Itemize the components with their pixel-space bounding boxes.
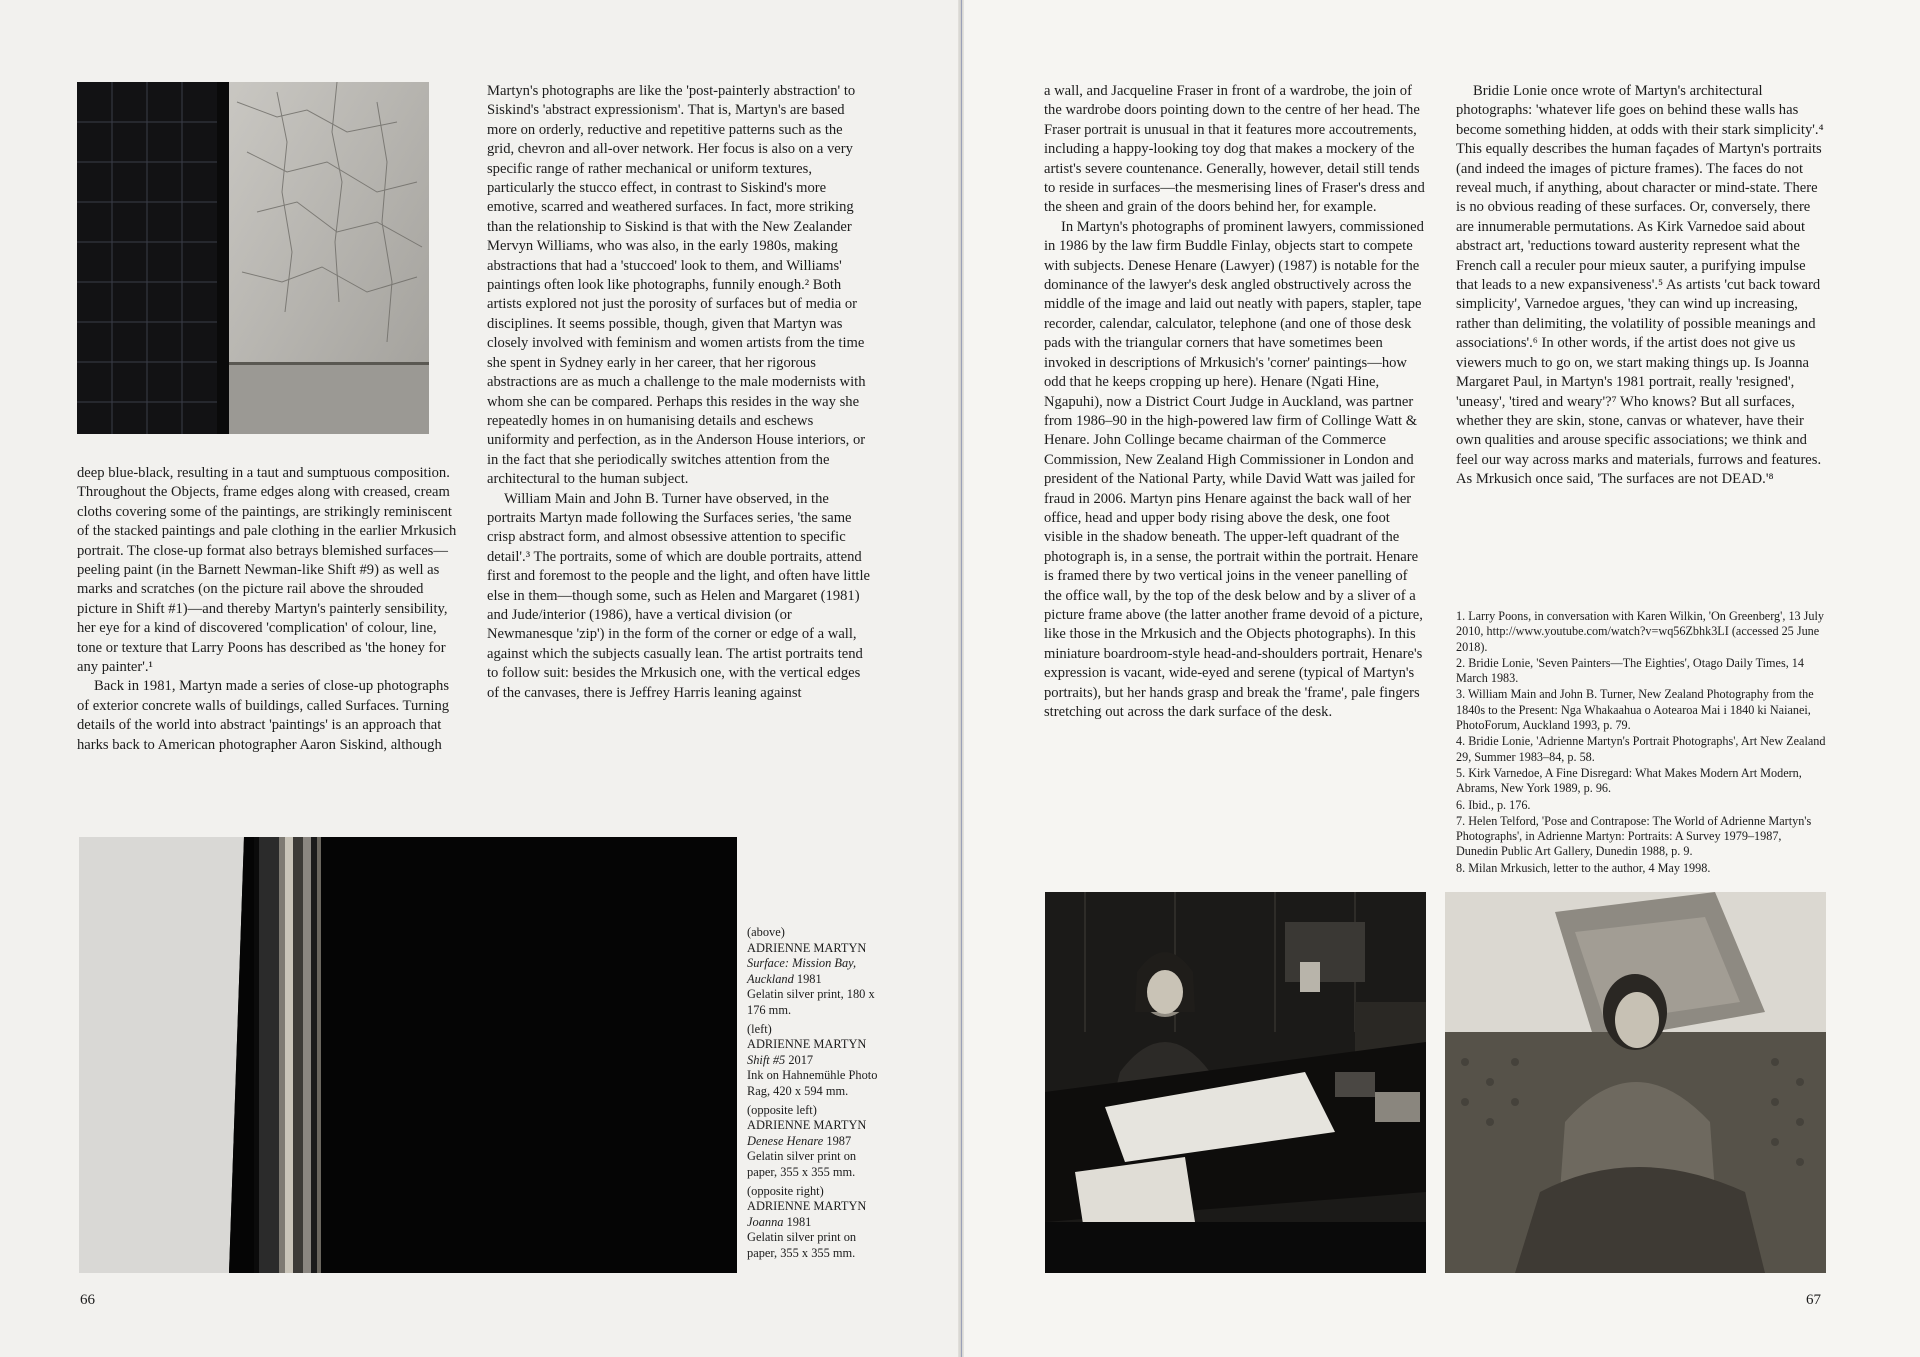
henare-photo-image <box>1045 892 1426 1273</box>
caption-opposite-left-artist: ADRIENNE MARTYN <box>747 1118 867 1133</box>
left-col2-p2: William Main and John B. Turner have observed, in the portraits Martyn made following the Surfaces series, 'the same crisp abstract form, and almost obsessive attention to specific detail'.³ The portraits, some of which are double portraits, attend first and foremost to the people and the light, and often have little else in them—though some, such as Helen and Margaret (1981) and Jude/interior (1986), have a vertical division (or Newmanesque 'zip') in the form of the corner or edge of a wall, against which the subjects casually lean. The artist portraits tend to follow suit: besides the Mrkusich one, with the vertical edges of the canvases, there is Jeffrey Harris leaning against <box>487 490 870 701</box>
right-col2-p1: Bridie Lonie once wrote of Martyn's architectural photographs: 'whatever life goes on behind these walls has become something hidden, at odds with their stark simplicity'.⁴ This equally describes the human façades of Martyn's portraits (and indeed the images of picture frames). The faces do not reveal much, if anything, about character or mind-state. There is no obvious reading of these surfaces. Or, conversely, there are innumerable permutations. As Kirk Varnedoe said about abstract art, 'reductions toward austerity represent what the French call a reculer pour mieux sauter, a purifying impulse that leads to a new expansiveness'.⁵ As artists 'cut back toward simplicity', Varnedoe argues, 'they can wind up increasing, rather than delimiting, the volatility of possible meanings and associations'.⁶ In other words, if the artist does not give us viewers much to go on, we start making things up. Is Joanna Margaret Paul, in Martyn's 1981 portrait, really 'resigned', 'uneasy', 'tired and weary'?⁷ Who knows? But all surfaces, whether they are skin, stone, canvas or whatever, have their own qualities and arouse specific associations; we think and feel our way across marks and materials, furrows and features. As Mrkusich once said, 'The surfaces are not DEAD.'⁸ <box>1456 83 1824 488</box>
gutter-line <box>961 0 962 1357</box>
caption-above-title: Surface: Mission Bay, Auckland <box>747 956 857 986</box>
caption-opposite-left <box>747 1103 887 1181</box>
joanna-photo <box>1445 892 1826 1273</box>
right-page <box>960 0 1920 1357</box>
caption-left-pos: (left) <box>747 1021 772 1036</box>
footnote-8: 8. Milan Mrkusich, letter to the author, 4 May 1998. <box>1456 860 1711 875</box>
caption-opposite-left-medium: Gelatin silver print on paper, 355 x 355 mm. <box>747 1149 857 1179</box>
left-col1-p1: deep blue-black, resulting in a taut and sumptuous composition. Throughout the Objects, frame edges along with creased, cream cloths covering some of the paintings, are strikingly reminiscent of the stacked paintings and pale clothing in the earlier Mrkusich portrait. The close-up format also betrays blemished surfaces—peeling paint (in the Barnett Newman-like Shift #9) as well as marks and scratches (on the picture rail above the shrouded picture in Shift #1)—and thereby Martyn's painterly sensibility, her eye for a kind of discovered 'complication' of colour, line, tone or texture that Larry Poons has described as 'the honey for any painter'.¹ <box>77 465 457 676</box>
caption-above <box>747 925 887 1019</box>
caption-left-year: 2017 <box>788 1052 814 1067</box>
caption-left-artist: ADRIENNE MARTYN <box>747 1037 867 1052</box>
right-col1-p2: In Martyn's photographs of prominent lawyers, commissioned in 1986 by the law firm Buddle Finlay, objects start to compete with subjects. Denese Henare (Lawyer) (1987) is notable for the dominance of the lawyer's desk angled obstructively across the middle of the image and laid out neatly with papers, stapler, tape recorder, calendar, calculator, telephone (and one of those desk pads with the triangular corners that have sometimes been invoked in descriptions of Mrkusich's 'corner' paintings—how odd that he keeps cropping up here). Henare (Ngati Hine, Ngapuhi), now a District Court Judge in Auckland, was partner from 1986–90 in the high-powered law firm of Collinge Watt & Henare. John Collinge became chairman of the Commerce Commission, New Zealand High Commissioner in London and president of the National Party, while David Watt was jailed for fraud in 2006. Martyn pins Henare against the back wall of her office, head and upper body rising above the desk, one foot visible in the shadow beneath. The upper-left quadrant of the photograph is, in a sense, the portrait within the portrait. Henare is framed there by two vertical joins in the veneer panelling of the office wall, by the top of the desk below and by a sliver of a picture frame above (the latter another frame devoid of a picture, like those in the Mrkusich and the Objects photographs). In this miniature boardroom-style head-and-shoulders portrait, Henare's expression is vacant, wide-eyed and serene (typical of Martyn's portraits), but her hands grasp and break the 'frame', pale fingers stretching out across the dark surface of the desk. <box>1044 218 1424 720</box>
caption-above-medium: Gelatin silver print, 180 x 176 mm. <box>747 987 875 1017</box>
surface-photo-image <box>77 82 429 434</box>
caption-left-medium: Ink on Hahnemühle Photo Rag, 420 x 594 mm. <box>747 1068 878 1098</box>
surface-mission-bay-photo <box>77 82 429 434</box>
right-col2-text <box>1456 82 1826 490</box>
caption-opposite-left-year: 1987 <box>826 1133 852 1148</box>
footnote-7: 7. Helen Telford, 'Pose and Contrapose: The World of Adrienne Martyn's Photographs', in Adrienne Martyn: Portraits: A Survey 1979–1987, Dunedin Public Art Gallery, Dunedin 1988, p. 9. <box>1456 813 1812 859</box>
caption-opposite-right <box>747 1184 887 1262</box>
page-number-right: 67 <box>1806 1292 1821 1308</box>
caption-opposite-right-year: 1981 <box>786 1214 812 1229</box>
right-col1-p1: a wall, and Jacqueline Fraser in front of a wardrobe, the join of the wardrobe doors pointing down to the centre of her head. The Fraser portrait is unusual in that it features more accoutrements, including a happy-looking toy dog that makes a mockery of the artist's severe countenance. Generally, however, detail still tends to reside in surfaces—the mesmerising lines of Fraser's dress and the sheen and grain of the doors behind her, for example. <box>1044 83 1425 216</box>
footnote-4: 4. Bridie Lonie, 'Adrienne Martyn's Portrait Photographs', Art New Zealand 29, Summer 1983–84, p. 58. <box>1456 734 1826 764</box>
shift-photo-image <box>79 837 737 1273</box>
footnote-2: 2. Bridie Lonie, 'Seven Painters—The Eighties', Otago Daily Times, 14 March 1983. <box>1456 655 1804 686</box>
caption-opposite-left-pos: (opposite left) <box>747 1102 817 1117</box>
caption-opposite-right-medium: Gelatin silver print on paper, 355 x 355 mm. <box>747 1230 857 1260</box>
left-col1-p2: Back in 1981, Martyn made a series of close-up photographs of exterior concrete walls of buildings, called Surfaces. Turning details of the world into abstract 'paintings' is an approach that harks back to American photographer Aaron Siskind, although <box>77 678 450 753</box>
caption-opposite-right-pos: (opposite right) <box>747 1183 824 1198</box>
caption-above-year: 1981 <box>796 971 822 986</box>
left-col2-p1: Martyn's photographs are like the 'post-painterly abstraction' to Siskind's 'abstract expressionism'. That is, Martyn's are based more on orderly, reductive and repetitive patterns such as the grid, chevron and all-over network. Her focus is also on a very specific range of rather mechanical or uniform textures, particularly the stucco effect, in contrast to Siskind's more emotive, scarred and weathered surfaces. In fact, more striking than the relationship to Siskind is that with the New Zealander Mervyn Williams, who was also, in the early 1980s, making abstractions that had a 'stuccoed' look to them, and Williams' paintings often look like photographs, funnily enough.² Both artists explored not just the porosity of surfaces but of media or disciplines. It seems possible, though, given that Martyn was closely involved with feminism and women artists from the time she spent in Sydney early in her career, that her rigorous abstractions are as much a challenge to the male modernists with whom she can be compared. Perhaps this resides in the way she repeatedly homes in on humanising details and eschews uniformity and perfection, as in the Anderson House interiors, or in the fact that she periodically switches attention from the architectural to the human subject. <box>487 83 866 488</box>
footnote-6: 6. Ibid., p. 176. <box>1456 797 1531 812</box>
footnote-1: 1. Larry Poons, in conversation with Karen Wilkin, 'On Greenberg', 13 July 2010, http://www.youtube.com/watch?v=wq56Zbhk3LI (accessed 25 June 2018). <box>1456 609 1824 654</box>
left-col1-text <box>77 464 462 755</box>
joanna-photo-image <box>1445 892 1826 1273</box>
caption-left-title: Shift #5 <box>747 1052 786 1067</box>
captions-block <box>747 925 887 1264</box>
left-col2-text <box>487 82 872 703</box>
denese-henare-photo <box>1045 892 1426 1273</box>
shift-5-photo <box>79 837 737 1273</box>
footnote-5: 5. Kirk Varnedoe, A Fine Disregard: What Makes Modern Art Modern, Abrams, New York 1989, p. 96. <box>1456 765 1802 796</box>
footnote-3: 3. William Main and John B. Turner, New Zealand Photography from the 1840s to the Present: Nga Whakaahua o Aotearoa Mai i 1840 ki Naianei, PhotoForum, Auckland 1993, p. 79. <box>1456 687 1814 733</box>
caption-above-artist: ADRIENNE MARTYN <box>747 940 867 955</box>
caption-opposite-left-title: Denese Henare <box>747 1133 824 1148</box>
caption-left <box>747 1022 887 1100</box>
caption-above-pos: (above) <box>747 925 785 939</box>
page-number-left: 66 <box>80 1292 95 1308</box>
footnotes <box>1456 609 1826 877</box>
caption-opposite-right-artist: ADRIENNE MARTYN <box>747 1199 867 1214</box>
right-col1-text <box>1044 82 1428 722</box>
caption-opposite-right-title: Joanna <box>747 1214 784 1229</box>
